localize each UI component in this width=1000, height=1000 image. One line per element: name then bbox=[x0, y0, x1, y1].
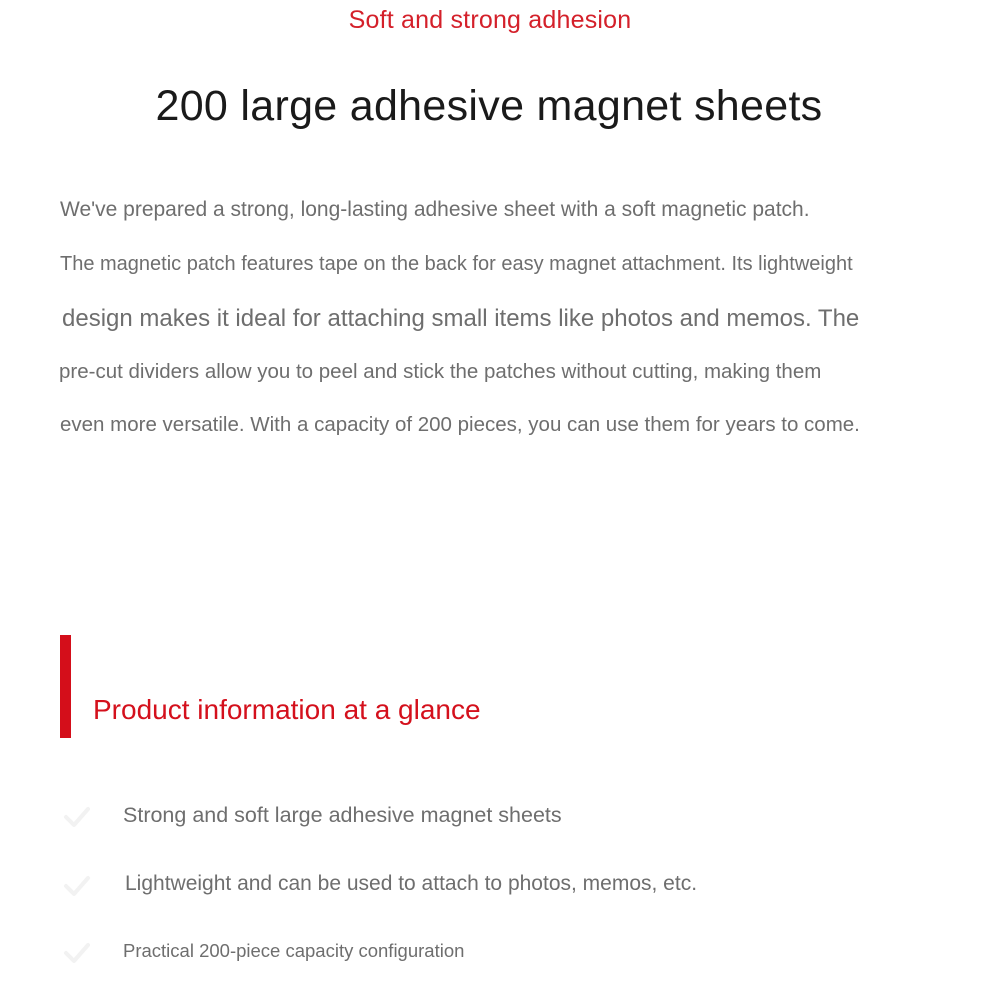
description-line: design makes it ideal for attaching small items like photos and memos. The bbox=[62, 305, 860, 332]
page-title: 200 large adhesive magnet sheets bbox=[155, 82, 823, 130]
description-line: pre-cut dividers allow you to peel and stick the patches without cutting, making them bbox=[59, 360, 822, 383]
feature-text: Strong and soft large adhesive magnet sheets bbox=[123, 803, 562, 827]
feature-text: Lightweight and can be used to attach to photos, memos, etc. bbox=[125, 872, 698, 895]
section-accent-bar bbox=[60, 635, 71, 738]
description-line: We've prepared a strong, long-lasting adhesive sheet with a soft magnetic patch. bbox=[60, 198, 810, 221]
description-line: even more versatile. With a capacity of 200 pieces, you can use them for years to come. bbox=[60, 413, 860, 436]
check-icon bbox=[60, 800, 94, 834]
feature-text: Practical 200-piece capacity configuration bbox=[123, 940, 465, 961]
section-title: Product information at a glance bbox=[93, 694, 481, 725]
description-line: The magnetic patch features tape on the back for easy magnet attachment. Its lightweight bbox=[60, 253, 853, 275]
check-icon bbox=[60, 869, 94, 903]
check-icon bbox=[60, 936, 94, 970]
eyebrow-text: Soft and strong adhesion bbox=[348, 6, 632, 34]
